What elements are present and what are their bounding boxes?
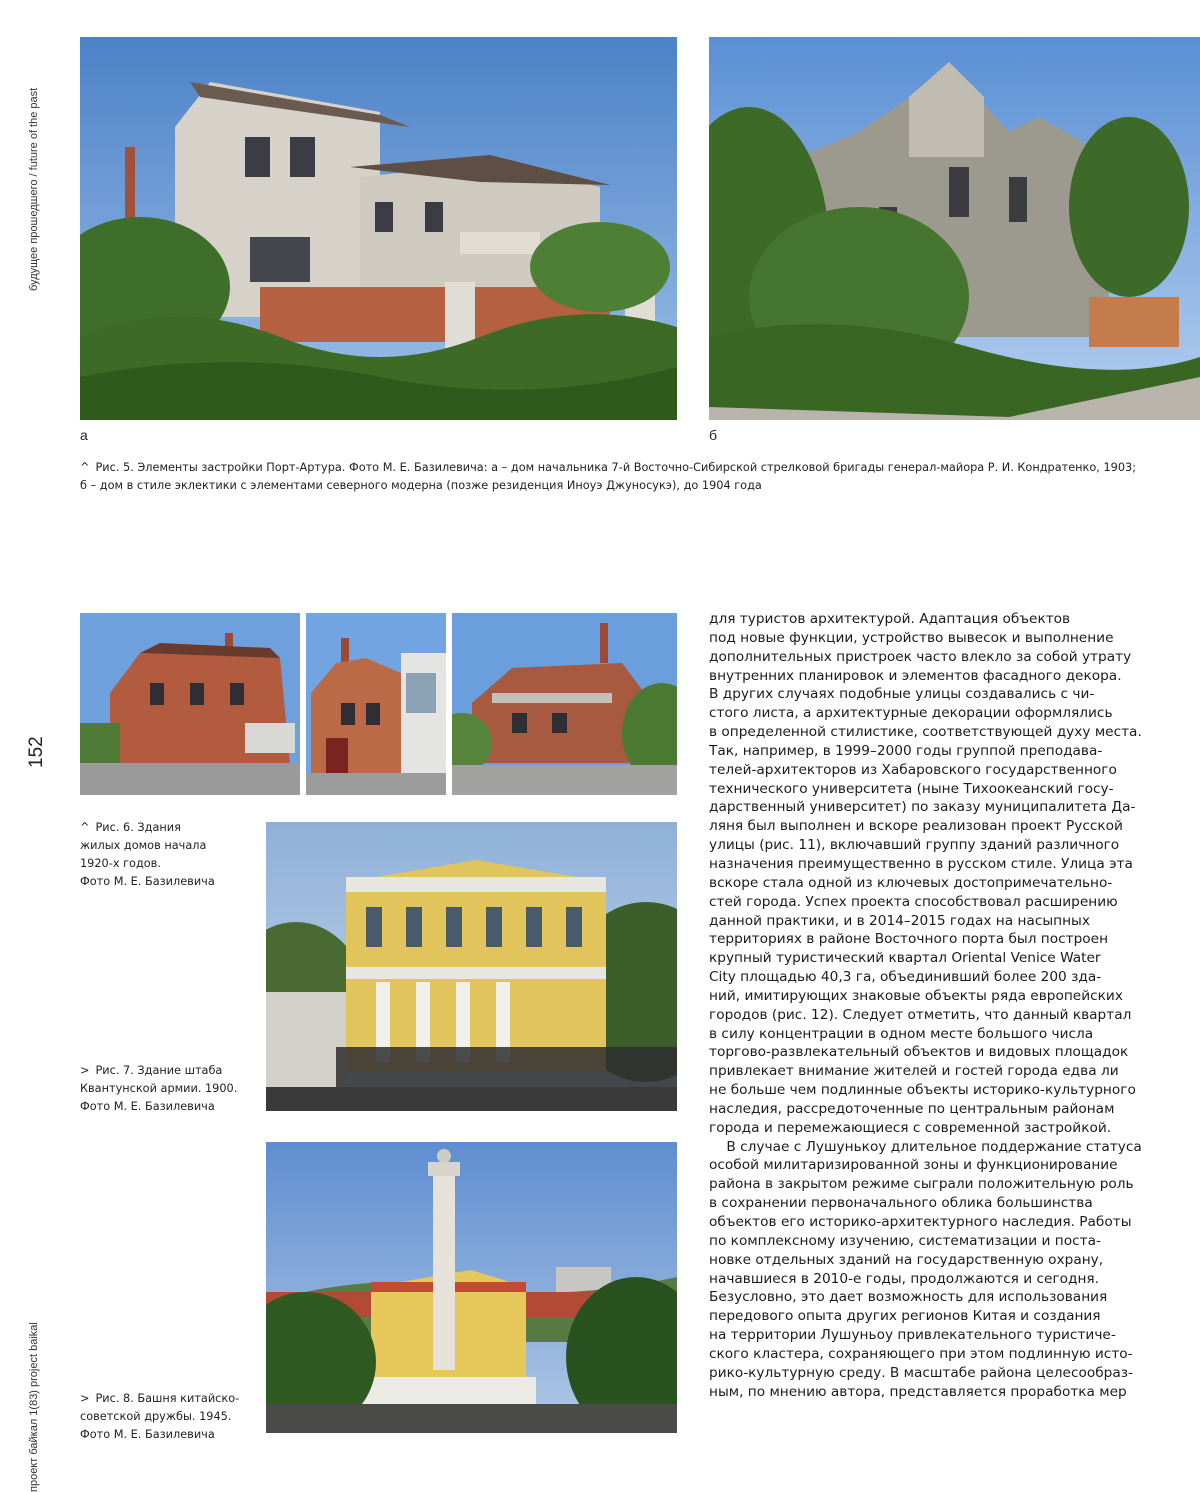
caption-line: Рис. 7. Здание штаба [95,1064,223,1077]
body-line: в силу концентрации в одном месте большого числа [709,1025,1094,1042]
body-line: рико-культурную среду. В масштабе района целесообраз- [709,1364,1133,1381]
photo-fig5b-eclectic-house [709,37,1200,420]
fig5-label-b: б [709,427,718,443]
body-line: ний, имитирующих знаковые объекты ряда европейских [709,987,1123,1004]
body-line: новке отдельных зданий на государственную охрану, [709,1251,1104,1268]
body-line: внутренних планировок и элементов фасадного декора. [709,667,1122,684]
caption-line: Фото М. Е. Базилевича [80,875,215,888]
body-line: в определенной стилистике, соответствующей духу места. [709,724,1142,741]
caption-line: советской дружбы. 1945. [80,1410,232,1423]
body-line: передового опыта других регионов Китая и создания [709,1308,1101,1325]
body-line: торгово-развлекательный объектов и видовых площадок [709,1044,1129,1061]
caption-line: Рис. 5. Элементы застройки Порт-Артура. Фото М. Е. Базилевича: а – дом начальника 7-й Восточно-Сибирской стрелковой бригады генерал-майора Р. И. Кондратенко, 1903; [95,461,1137,474]
fig5-label-a: а [80,427,88,443]
body-line: города и перемежающиеся с современной застройкой. [709,1119,1112,1136]
body-line: в сохранении первоначального облика большинства [709,1195,1093,1212]
caption-line: Рис. 6. Здания [95,821,181,834]
body-line: назначения преимущественно в русском стиле. Улица эта [709,855,1133,872]
body-line: стей города. Успех проекта способствовал расширению [709,893,1118,910]
photo-fig7-kwantung-army-hq [266,822,677,1111]
body-line: City площадью 40,3 га, объединивший более 200 зда- [709,969,1102,986]
body-line: особой милитаризированной зоны и функционирование [709,1157,1118,1174]
body-line: по комплексному изучению, систематизации и поста- [709,1232,1101,1249]
body-line: крупный туристический квартал Oriental Venice Water [709,950,1101,967]
body-line: под новые функции, устройство вывесок и выполнение [709,629,1114,646]
caption-line: Квантунской армии. 1900. [80,1082,238,1095]
caption-marker: ^ [80,821,90,834]
body-line: территориях в районе Восточного порта был построен [709,931,1109,948]
body-line: дарственный университет) по заказу муниципалитета Да- [709,799,1136,816]
fig7-caption [80,1062,270,1116]
fig8-caption [80,1390,270,1444]
body-line: наследия, рассредоточенные по центральным районам [709,1100,1115,1117]
photo-fig6-left-building [80,613,300,795]
body-line: технического университета (ныне Тихоокеанский госу- [709,780,1114,797]
caption-line: Рис. 8. Башня китайско- [95,1392,240,1405]
body-line: дополнительных пристроек часто влекло за собой утрату [709,648,1132,665]
caption-line: Фото М. Е. Базилевича [80,1100,215,1113]
body-line: ляня был выполнен и вскоре реализован проект Русской [709,818,1123,835]
body-line: ным, по мнению автора, представляется проработка мер [709,1383,1127,1400]
caption-line: жилых домов начала [80,839,207,852]
caption-marker: > [80,1392,90,1405]
article-body [709,610,1142,1401]
photo-fig5a-kondratenko-house [80,37,677,420]
body-line: района в закрытом режиме сыграли положительную роль [709,1176,1134,1193]
caption-marker: > [80,1064,90,1077]
body-line: привлекает внимание жителей и гостей города едва ли [709,1063,1119,1080]
body-line: не больше чем подлинные объекты историко-культурного [709,1082,1136,1099]
body-line: телей-архитекторов из Хабаровского государственного [709,761,1117,778]
caption-marker: ^ [80,461,90,474]
caption-line: б – дом в стиле эклектики с элементами северного модерна (позже резиденция Иноуэ Джуносукэ), до 1904 года [80,478,762,492]
fig5-caption [80,459,1190,494]
fig6-caption [80,819,270,891]
photo-fig8-friendship-tower [266,1142,677,1433]
body-line: для туристов архитектурой. Адаптация объектов [709,611,1071,627]
body-line: стого листа, а архитектурные декорации оформлялись [709,705,1113,722]
journal-footer: проект байкал 1(83) project baikal [28,1322,40,1492]
body-line: Так, например, в 1999–2000 годы группой преподава- [709,742,1103,759]
photo-fig6-middle-building [306,613,446,795]
caption-line: Фото М. Е. Базилевича [80,1428,215,1441]
body-line: вскоре стала одной из ключевых достопримечательно- [709,874,1113,891]
body-line: на территории Лушуньоу привлекательного туристиче- [709,1327,1116,1344]
caption-line: 1920-х годов. [80,857,161,870]
body-line: В случае с Лушунькоу длительное поддержание статуса [709,1138,1142,1155]
page-number: 152 [26,736,47,768]
photo-fig6-right-building [452,613,677,795]
body-line: ского кластера, сохраняющего при этом подлинную исто- [709,1345,1133,1362]
body-line: В других случаях подобные улицы создавались с чи- [709,686,1095,703]
body-line: Безусловно, это дает возможность для использования [709,1289,1108,1306]
body-line: улицы (рис. 11), включавший группу зданий различного [709,837,1120,854]
running-header: будущее прошедшего / future of the past [28,87,40,291]
body-line: городов (рис. 12). Следует отметить, что данный квартал [709,1006,1132,1023]
body-line: данной практики, и в 2014–2015 годах на насыпных [709,912,1090,929]
body-line: начавшиеся в 2010-е годы, продолжаются и сегодня. [709,1270,1100,1287]
body-line: объектов его историко-архитектурного наследия. Работы [709,1214,1132,1230]
